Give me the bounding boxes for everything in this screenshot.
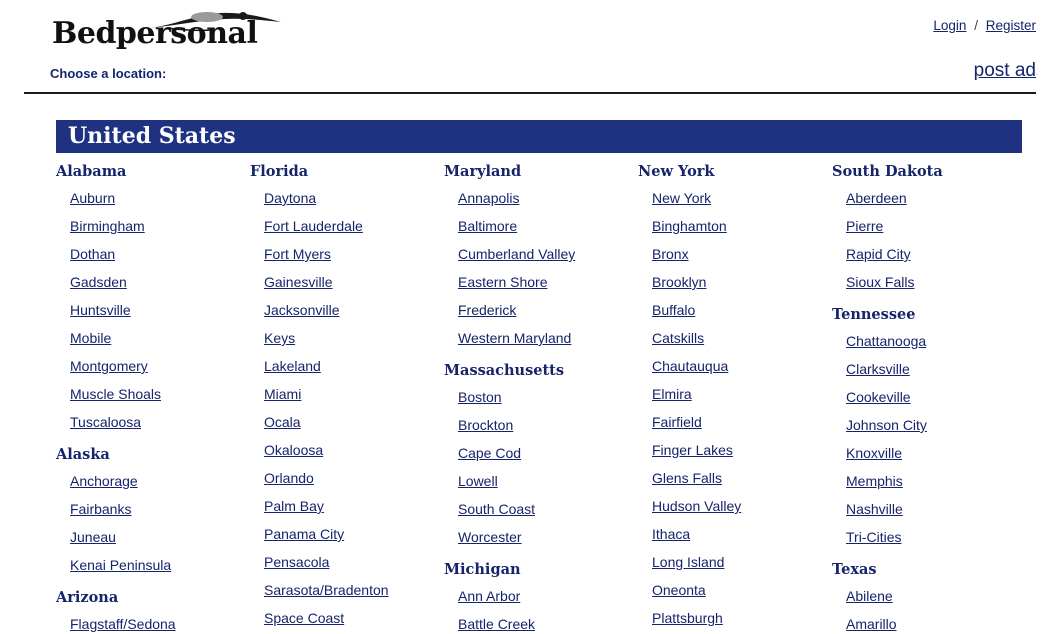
city-link[interactable]: Panama City (264, 526, 345, 542)
site-logo[interactable] (52, 6, 312, 52)
state-group (832, 561, 1026, 634)
city-link[interactable]: Knoxville (846, 445, 903, 461)
city-link[interactable]: Clarksville (846, 361, 910, 377)
city-link[interactable]: Ocala (264, 414, 301, 430)
city-link[interactable]: Mobile (70, 330, 112, 346)
location-column (56, 161, 250, 634)
city-link[interactable]: Daytona (264, 190, 317, 206)
city-link[interactable]: Memphis (846, 473, 903, 489)
post-ad-link[interactable]: post ad (973, 60, 1036, 81)
city-link[interactable]: Hudson Valley (652, 498, 742, 514)
city-link[interactable]: Annapolis (458, 190, 520, 206)
city-link[interactable]: Binghamton (652, 218, 727, 234)
city-link[interactable]: Chattanooga (846, 333, 927, 349)
state-group (56, 163, 250, 436)
city-link[interactable]: Lowell (458, 473, 498, 489)
state-heading: Florida (250, 163, 309, 180)
city-link[interactable]: Finger Lakes (652, 442, 733, 458)
city-link[interactable]: Cookeville (846, 389, 911, 405)
choose-location-label: Choose a location: (50, 66, 167, 81)
location-column (832, 161, 1026, 634)
location-bar (24, 60, 1036, 94)
state-group (56, 446, 250, 579)
city-link[interactable]: Sarasota/Bradenton (264, 582, 389, 598)
city-link[interactable]: Palm Bay (264, 498, 324, 514)
country-banner: United States (56, 120, 1022, 153)
city-link[interactable]: Birmingham (70, 218, 145, 234)
city-link[interactable]: Brockton (458, 417, 514, 433)
state-group (832, 163, 1026, 296)
login-link[interactable]: Login (933, 18, 967, 33)
city-link[interactable]: Brooklyn (652, 274, 707, 290)
city-link[interactable]: Johnson City (846, 417, 927, 433)
city-link[interactable]: Oneonta (652, 582, 706, 598)
city-link[interactable]: Fairfield (652, 414, 702, 430)
location-columns (56, 153, 1040, 634)
state-heading: Tennessee (832, 306, 916, 323)
city-link[interactable]: Western Maryland (458, 330, 572, 346)
state-group (56, 589, 250, 634)
location-column (444, 161, 638, 634)
city-link[interactable]: Space Coast (264, 610, 345, 626)
city-link[interactable]: Montgomery (70, 358, 148, 374)
state-heading: Michigan (444, 561, 521, 578)
city-link[interactable]: Nashville (846, 501, 903, 517)
city-link[interactable]: Catskills (652, 330, 705, 346)
state-heading: Texas (832, 561, 877, 578)
location-column (638, 161, 832, 634)
city-link[interactable]: Plattsburgh (652, 610, 723, 626)
city-link[interactable]: Okaloosa (264, 442, 324, 458)
city-link[interactable]: Keys (264, 330, 296, 346)
city-link[interactable]: Cape Cod (458, 445, 522, 461)
city-link[interactable]: Cumberland Valley (458, 246, 576, 262)
city-link[interactable]: South Coast (458, 501, 536, 517)
location-column (250, 161, 444, 634)
city-link[interactable]: Anchorage (70, 473, 138, 489)
logo-wordmark: Bedpersonal (52, 16, 258, 51)
state-group (444, 561, 638, 634)
state-group (832, 306, 1026, 551)
city-link[interactable]: Battle Creek (458, 616, 536, 632)
city-link[interactable]: Tri-Cities (846, 529, 902, 545)
state-heading: Massachusetts (444, 362, 565, 379)
city-link[interactable]: Frederick (458, 302, 517, 318)
city-link[interactable]: Worcester (458, 529, 522, 545)
city-link[interactable]: Fairbanks (70, 501, 132, 517)
city-link[interactable]: Pensacola (264, 554, 330, 570)
city-link[interactable]: Sioux Falls (846, 274, 915, 290)
state-heading: South Dakota (832, 163, 943, 180)
state-group (444, 362, 638, 551)
city-link[interactable]: Jacksonville (264, 302, 340, 318)
city-link[interactable]: Gainesville (264, 274, 333, 290)
state-group (638, 163, 832, 632)
city-link[interactable]: Huntsville (70, 302, 131, 318)
city-link[interactable]: Fort Myers (264, 246, 331, 262)
city-link[interactable]: Auburn (70, 190, 116, 206)
city-link[interactable]: Juneau (70, 529, 116, 545)
city-link[interactable]: Ithaca (652, 526, 691, 542)
city-link[interactable]: Pierre (846, 218, 884, 234)
city-link[interactable]: Long Island (652, 554, 725, 570)
state-heading: Maryland (444, 163, 522, 180)
city-link[interactable]: Orlando (264, 470, 314, 486)
city-link[interactable]: Abilene (846, 588, 893, 604)
auth-separator: / (974, 18, 978, 33)
city-link[interactable]: Lakeland (264, 358, 321, 374)
state-heading: Alabama (56, 163, 127, 180)
city-link[interactable]: Bronx (652, 246, 689, 262)
city-link[interactable]: Miami (264, 386, 302, 402)
city-link[interactable]: New York (652, 190, 712, 206)
city-link[interactable]: Fort Lauderdale (264, 218, 363, 234)
city-link[interactable]: Aberdeen (846, 190, 907, 206)
state-heading: Alaska (56, 446, 110, 463)
city-link[interactable]: Dothan (70, 246, 116, 262)
state-heading: Arizona (56, 589, 119, 606)
city-link[interactable]: Buffalo (652, 302, 696, 318)
city-link[interactable]: Baltimore (458, 218, 518, 234)
city-link[interactable]: Boston (458, 389, 502, 405)
city-link[interactable]: Amarillo (846, 616, 897, 632)
register-link[interactable]: Register (985, 18, 1036, 33)
city-link[interactable]: Glens Falls (652, 470, 723, 486)
site-header (0, 0, 1060, 60)
city-link[interactable]: Kenai Peninsula (70, 557, 172, 573)
city-link[interactable]: Elmira (652, 386, 692, 402)
auth-links (933, 18, 1036, 33)
city-link[interactable]: Eastern Shore (458, 274, 548, 290)
city-link[interactable]: Chautauqua (652, 358, 729, 374)
city-link[interactable]: Rapid City (846, 246, 911, 262)
state-group (444, 163, 638, 352)
city-link[interactable]: Ann Arbor (458, 588, 521, 604)
city-link[interactable]: Flagstaff/Sedona (70, 616, 176, 632)
city-link[interactable]: Muscle Shoals (70, 386, 162, 402)
state-heading: New York (638, 163, 715, 180)
city-link[interactable]: Gadsden (70, 274, 127, 290)
state-group (250, 163, 444, 632)
city-link[interactable]: Tuscaloosa (70, 414, 142, 430)
